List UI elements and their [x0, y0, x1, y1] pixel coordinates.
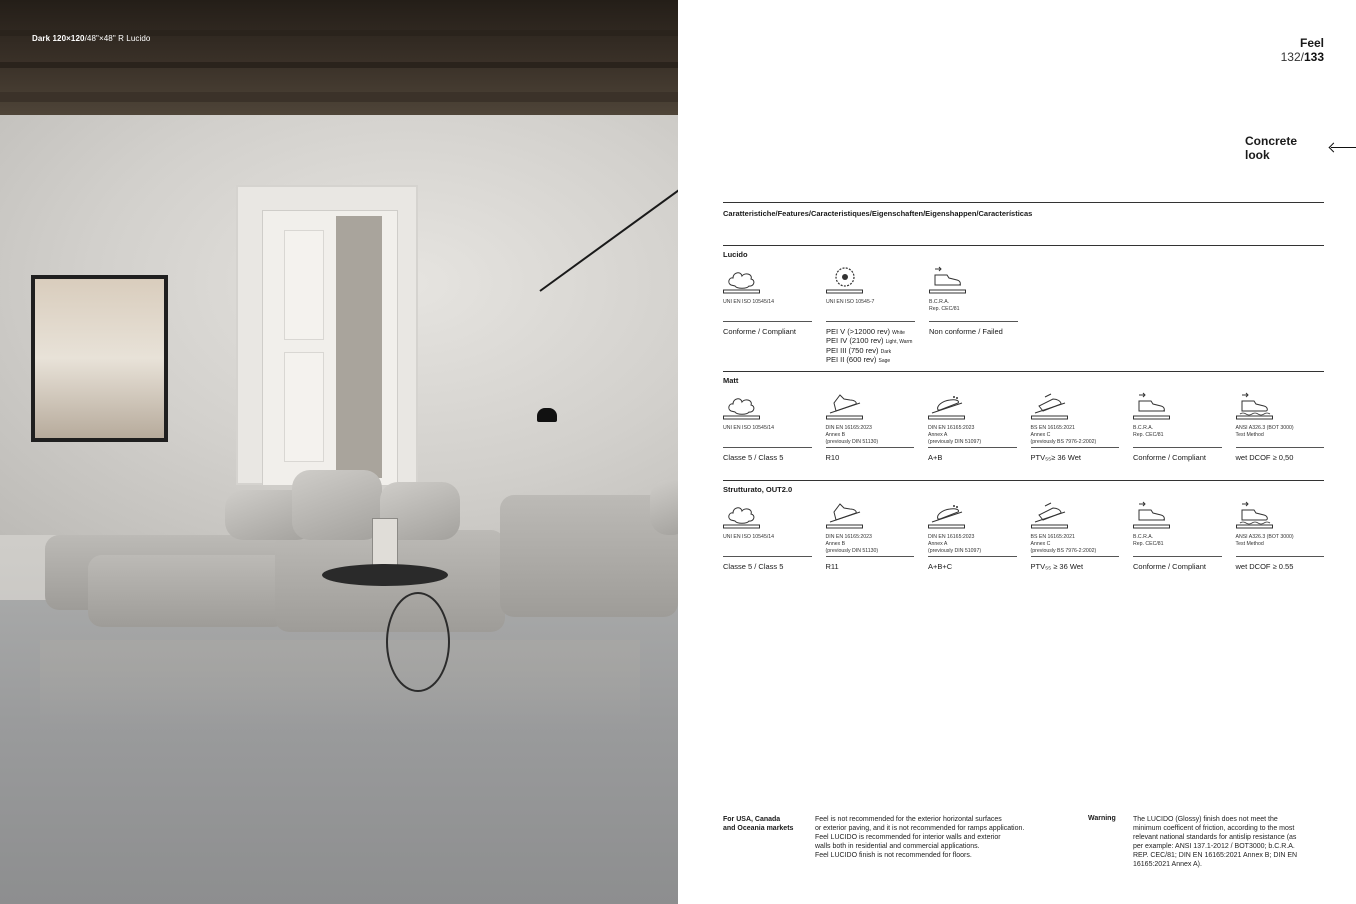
test-result: A+B+C	[928, 562, 953, 571]
stain-icon	[723, 265, 812, 293]
feature-cell	[1133, 391, 1222, 462]
cell-divider	[826, 556, 915, 557]
feature-cell	[928, 500, 1017, 571]
test-result	[826, 327, 915, 365]
footer-warning-text: The LUCIDO (Glossy) finish does not meet the minimum coefficent of friction, according to the most relevant national standards for antislip resistance (as per example: ANSI 137.1-2012 / BOT3000; b.C.R.A. REP. CEC/81; DIN EN 16165:2021 Annex B; DIN EN 16165:2021 Annex A).	[1133, 816, 1298, 869]
feature-cell	[1133, 500, 1222, 571]
test-result: wet DCOF ≥ 0.55	[1235, 562, 1294, 571]
group-matt	[723, 376, 1324, 462]
test-standard: UNI EN ISO 10545/14	[723, 299, 775, 305]
feature-cell	[1031, 391, 1120, 462]
stain-icon	[723, 500, 812, 528]
test-standard: UNI EN ISO 10545/14	[723, 425, 775, 431]
barefoot-ramp-icon	[928, 391, 1017, 419]
test-standard: DIN EN 16165:2023 Annex B (previously DIN 51130)	[825, 425, 879, 446]
test-standard: BS EN 16165:2021 Annex C (previously BS 7976-2:2002)	[1030, 534, 1097, 555]
test-result: PTV₅₅ ≥ 36 Wet	[1030, 562, 1084, 571]
floor-reflection	[40, 640, 640, 730]
feature-cell	[723, 265, 812, 365]
test-result-line: PEI II (600 rev) Sage	[826, 355, 891, 365]
test-result-line: PEI IV (2100 rev) Light, Warm	[826, 336, 913, 346]
test-result: R11	[825, 562, 839, 571]
test-result: Conforme / Compliant	[1133, 453, 1206, 462]
ceiling-molding	[0, 92, 678, 102]
color-note: White	[892, 330, 905, 336]
test-result: R10	[825, 453, 840, 462]
group-lucido	[723, 250, 1324, 365]
group-title: Matt	[723, 376, 739, 385]
sofa-ottoman	[88, 555, 288, 627]
collection-title: Feel	[1299, 36, 1324, 50]
cell-divider	[928, 556, 1017, 557]
test-standard: BS EN 16165:2021 Annex C (previously BS 7976-2:2002)	[1030, 425, 1097, 446]
group-strutturato	[723, 485, 1324, 571]
test-result: A+B	[928, 453, 943, 462]
cell-divider	[929, 321, 1018, 322]
test-standard: ANSI A326.3 (BOT 3000) Test Method	[1235, 534, 1294, 548]
floor-lamp-head	[537, 408, 557, 422]
page-number: 132/133	[1280, 50, 1324, 64]
feature-cell	[826, 391, 915, 462]
pendulum-icon	[1031, 500, 1120, 528]
shoe-ramp-icon	[826, 391, 915, 419]
divider	[723, 245, 1324, 246]
cell-divider	[723, 447, 812, 448]
stain-icon	[723, 391, 812, 419]
test-result-line: PEI V (>12000 rev) White	[826, 327, 905, 336]
color-note: Sage	[878, 358, 891, 365]
test-standard: UNI EN ISO 10545-7	[826, 299, 875, 305]
cell-divider	[1133, 447, 1222, 448]
test-result-line: PEI III (750 rev) Dark	[826, 345, 892, 355]
sofa-cushion	[292, 470, 382, 540]
test-standard: ANSI A326.3 (BOT 3000) Test Method	[1235, 425, 1294, 439]
door-panel	[284, 352, 324, 462]
color-note: Light, Warm	[885, 339, 913, 346]
cell-divider	[1236, 447, 1325, 448]
test-standard: B.C.R.A. Rep. CEC/81	[1133, 425, 1164, 439]
test-result: Classe 5 / Class 5	[723, 453, 784, 462]
test-result: Conforme / Compliant	[1133, 562, 1206, 571]
feature-cell	[928, 391, 1017, 462]
shoe-slip-icon	[929, 265, 1018, 293]
shoe-wet-icon	[1236, 500, 1325, 528]
arrow-left-icon	[1329, 143, 1356, 153]
framed-artwork	[31, 275, 168, 442]
cell-divider	[1031, 556, 1120, 557]
cell-divider	[1236, 556, 1325, 557]
color-note: Dark	[880, 348, 892, 355]
footer-warning-title: Warning	[1088, 815, 1116, 822]
page-header	[1281, 36, 1324, 64]
footer-markets-title: For USA, Canada and Oceania markets	[723, 816, 794, 833]
test-result: PTV₅₅≥ 36 Wet	[1030, 453, 1081, 462]
test-result: Conforme / Compliant	[723, 327, 796, 336]
test-standard: DIN EN 16165:2023 Annex A (previously DIN 51097)	[928, 425, 982, 446]
group-title: Lucido	[723, 250, 748, 259]
sculpture	[372, 518, 398, 566]
cell-divider	[928, 447, 1017, 448]
divider	[723, 480, 1324, 481]
concrete-look-link[interactable]	[1245, 134, 1356, 162]
cell-divider	[723, 321, 812, 322]
feature-cell	[826, 265, 915, 365]
features-title: Caratteristiche/Features/Caracteristiques/Eigenschaften/Eigenshappen/Características	[723, 202, 1324, 218]
feature-cell	[929, 265, 1018, 365]
test-standard: B.C.R.A. Rep. CEC/81	[1133, 534, 1164, 548]
test-standard: UNI EN ISO 10545/14	[723, 534, 775, 540]
feature-cell	[723, 391, 812, 462]
door-panel	[284, 230, 324, 340]
test-standard: DIN EN 16165:2023 Annex B (previously DIN 51130)	[825, 534, 879, 555]
test-standard: B.C.R.A. Rep. CEC/81	[929, 299, 960, 313]
feature-row	[723, 265, 1324, 365]
shoe-slip-icon	[1133, 500, 1222, 528]
test-result: Non conforme / Failed	[929, 327, 1003, 336]
shoe-wet-icon	[1236, 391, 1325, 419]
feature-cell	[826, 500, 915, 571]
footer-markets-text: Feel is not recommended for the exterior horizontal surfaces or exterior paving, and it is not recommended for ramps application. Feel LUCIDO is recommended for interior walls and exterior walls both in residential and commercial applications. Feel LUCIDO finish is not recommended for floors.	[815, 816, 1025, 860]
group-title: Strutturato, OUT2.0	[723, 485, 793, 494]
feature-cell	[1031, 500, 1120, 571]
ceiling-beam	[0, 62, 678, 68]
section-link-label: Concrete look	[1245, 134, 1298, 162]
test-result: wet DCOF ≥ 0,50	[1235, 453, 1294, 462]
pendulum-icon	[1031, 391, 1120, 419]
feature-cell	[723, 500, 812, 571]
cell-divider	[723, 556, 812, 557]
cell-divider	[826, 321, 915, 322]
side-table-base	[386, 592, 450, 692]
cell-divider	[826, 447, 915, 448]
abrasion-wheel-icon	[826, 265, 915, 293]
side-table	[322, 564, 448, 586]
test-standard: DIN EN 16165:2023 Annex A (previously DIN 51097)	[928, 534, 982, 555]
barefoot-ramp-icon	[928, 500, 1017, 528]
feature-cell	[1236, 391, 1325, 462]
sofa-cushion	[650, 480, 678, 535]
shoe-ramp-icon	[826, 500, 915, 528]
shoe-slip-icon	[1133, 391, 1222, 419]
open-door	[336, 216, 382, 478]
divider	[723, 371, 1324, 372]
photo-caption: Dark 120×120/48"×48" R Lucido	[32, 34, 151, 43]
feature-cell	[1236, 500, 1325, 571]
cell-divider	[1133, 556, 1222, 557]
cell-divider	[1031, 447, 1120, 448]
feature-row	[723, 500, 1324, 571]
feature-row	[723, 391, 1324, 462]
test-result: Classe 5 / Class 5	[723, 562, 784, 571]
